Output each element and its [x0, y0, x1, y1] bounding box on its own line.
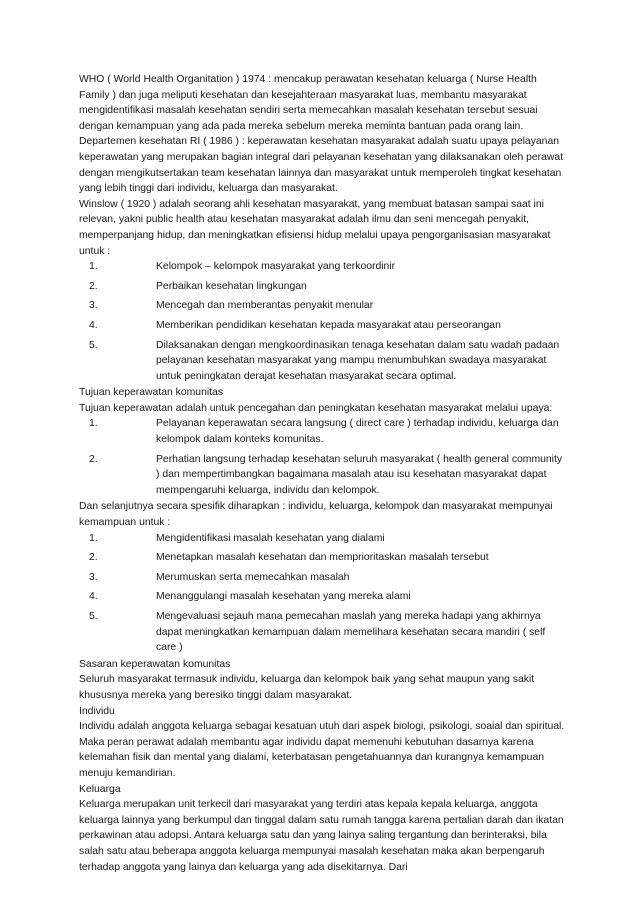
paragraph-winslow: Winslow ( 1920 ) adalah seorang ahli kesehatan masyarakat, yang membuat batasan sampai saat ini relevan, yakni public health atau kesehatan masyarakat adalah ilmu dan seni mencegah penyakit, memperpanjang hidup, dan meningkatkan efisiensi hidup melalui upaya pengorganisasian masyarakat untuk :	[79, 198, 551, 257]
paragraph-sasaran: Seluruh masyarakat termasuk individu, keluarga dan kelompok baik yang sehat maupun yang sakit khususnya mereka yang beresiko tinggi dalam masyarakat.	[79, 674, 535, 701]
document-page	[79, 72, 565, 875]
list-item: 2. Perhatian langsung terhadap kesehatan seluruh masyarakat ( health general community ) dan mempertimbangkan bagaimana masalah atau isu kesehatan masyarakat dapat mempengaruhi keluarga, individu dan kelompok.	[89, 453, 563, 496]
list-winslow	[79, 259, 565, 384]
list-item: 5. Dilaksanakan dengan mengkoordinasikan tenaga kesehatan dalam satu wadah padaan pelayanan kesehatan masyarakat yang mampu menumbuhkan swadaya masyarakat untuk peningkatan derajat kesehatan masyarakat secara optimal.	[89, 339, 560, 382]
heading-tujuan: Tujuan keperawatan komunitas	[79, 387, 224, 399]
list-item: 1. Kelompok – kelompok masyarakat yang terkoordinir	[89, 261, 396, 273]
list-item: 2. Menetapkan masalah kesehatan dan memprioritaskan masalah tersebut	[89, 552, 489, 564]
list-item: 4. Memberikan pendidikan kesehatan kepada masyarakat atau perseorangan	[89, 319, 501, 331]
paragraph-spesifik: Dan selanjutnya secara spesifik diharapkan : individu, keluarga, kelompok dan masyarakat mempunyai kemampuan untuk :	[79, 501, 553, 529]
list-item: 2. Perbaikan kesehatan lingkungan	[89, 280, 307, 292]
heading-individu: Individu	[79, 705, 115, 717]
list-kemampuan	[79, 531, 565, 656]
heading-sasaran: Sasaran keperawatan komunitas	[79, 658, 231, 670]
paragraph-tujuan: Tujuan keperawatan adalah untuk pencegahan dan peningkatan kesehatan masyarakat melalui upaya:	[79, 402, 553, 414]
list-tujuan	[79, 416, 565, 498]
paragraph-depkes: Departemen kesehatan RI ( 1986 ) : keperawatan kesehatan masyarakat adalah suatu upaya pelayanan keperawatan yang merupakan bagian integral dari pelayanan kesehatan yang dilaksanakan oleh perawat dengan mengikutsertakan team kesehatan lainnya dan masyarakat untuk memperoleh tingkat kesehatan yang lebih tinggi dari individu, keluarga dan masyarakat.	[79, 136, 564, 195]
paragraph-who: WHO ( World Health Organitation ) 1974 : mencakup perawatan kesehatan keluarga ( Nurse Health Family ) dan juga meliputi kesehatan dan kesejahteraan masyarakat luas, membantu masyarakat mengidentifikasi masalah kesehatan sendiri serta memecahkan masalah kesehatan tersebut sesuai dengan kemampuan yang ada pada mereka sebelum mereka meminta bantuan pada orang lain.	[79, 74, 538, 132]
list-item: 1. Pelayanan keperawatan secara langsung ( direct care ) terhadap individu, keluarga dan kelompok dalam konteks komunitas.	[89, 418, 559, 446]
list-item: 1. Mengidentifikasi masalah kesehatan yang dialami	[89, 532, 385, 544]
heading-keluarga: Keluarga	[79, 783, 121, 795]
list-item: 3. Mencegah dan memberantas penyakit menular	[89, 300, 374, 312]
list-item: 4. Menanggulangi masalah kesehatan yang mereka alami	[89, 591, 411, 603]
paragraph-individu: Individu adalah anggota keluarga sebagai kesatuan utuh dari aspek biologi, psikologi, soaial dan spiritual. Maka peran perawat adalah membantu agar individu dapat memenuhi kebutuhan dasarnya karena kelemahan fisik dan mental yang dialami, keterbatasan pengetahuannya dan kurangnya kemampuan menuju kemandirian.	[79, 721, 565, 779]
paragraph-keluarga: Keluarga merupakan unit terkecil dari masyarakat yang terdiri atas kepala kepala keluarga, anggota keluarga lainnya yang berkumpul dan tinggal dalam satu rumah tangga karena pertalian darah dan ikatan perkawinan atau adopsi. Antara keluarga satu dan yang lainya saling tergantung dan berinteraksi, bila salah satu atau beberapa anggota keluarga mempunyai masalah kesehatan maka akan berpengaruh terhadap anggota yang lainya dan keluarga yang ada disekitarnya. Dari	[79, 799, 564, 873]
list-item: 3. Merumuskan serta memecahkan masalah	[89, 571, 350, 583]
list-item: 5. Mengevaluasi sejauh mana pemecahan maslah yang mereka hadapi yang akhirnya dapat meningkatkan kemampuan dalam memelihara kesehatan secara mandiri ( self care )	[89, 611, 546, 654]
